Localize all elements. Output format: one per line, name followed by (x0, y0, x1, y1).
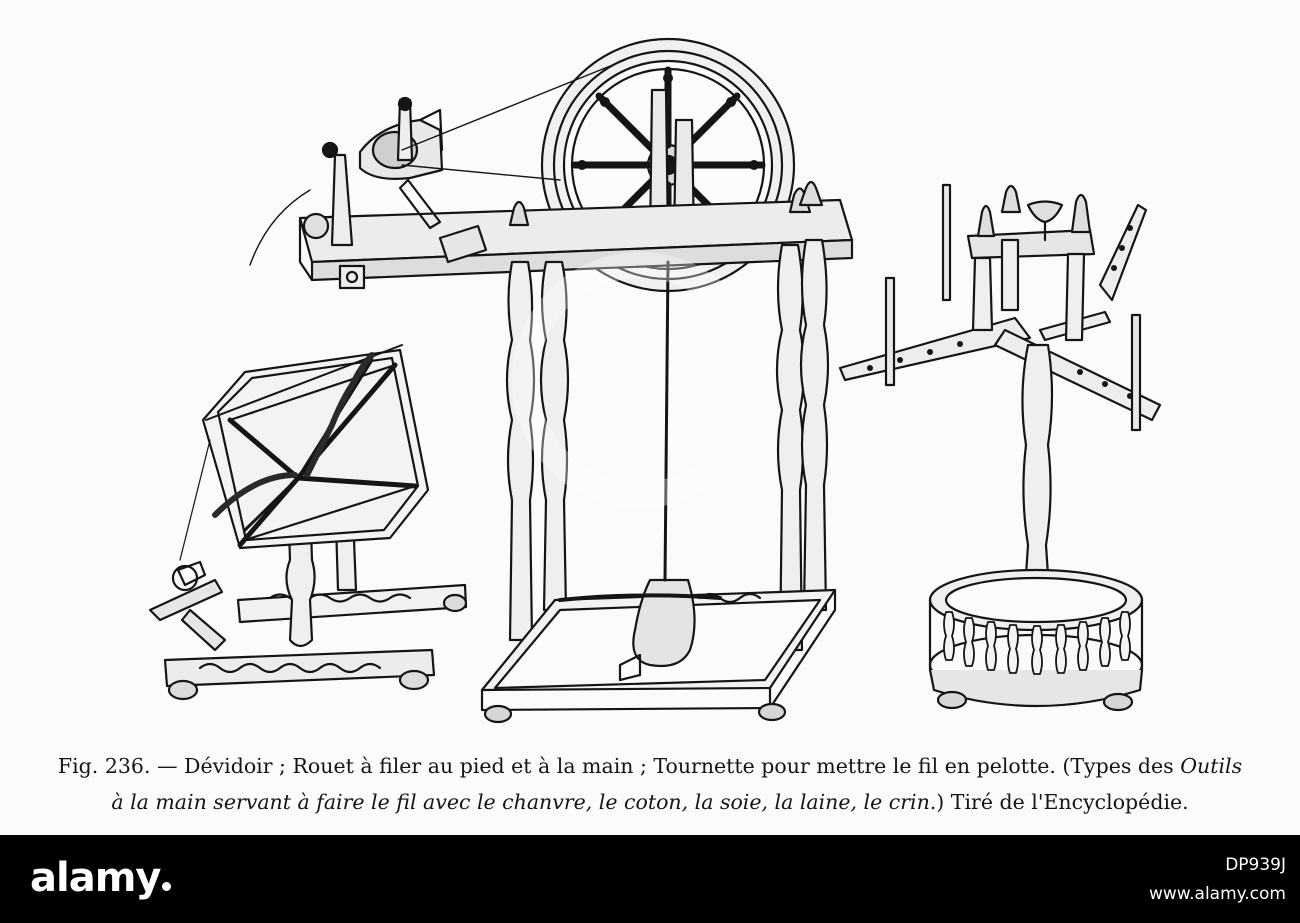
stock-photo-bar (0, 835, 1300, 923)
caption-line-1: Fig. 236. — Dévidoir ; Rouet à filer au pied et à la main ; Tournette pour mettre le fil en pelotte. (Types des Outils (57, 754, 1243, 778)
image-id: DP939J (1225, 855, 1286, 875)
caption-line-2: à la main servant à faire le fil avec le chanvre, le coton, la soie, la laine, le crin.) Tiré de l'Encyclopédie. (111, 790, 1189, 814)
alamy-logo[interactable]: alamy (30, 855, 171, 901)
logo-dot-icon (162, 882, 171, 891)
tournette (840, 185, 1160, 710)
devidoir-reel (150, 345, 466, 699)
stock-meta (1149, 849, 1286, 907)
figure-caption (0, 748, 1300, 820)
stock-url[interactable]: www.alamy.com (1148, 884, 1286, 904)
